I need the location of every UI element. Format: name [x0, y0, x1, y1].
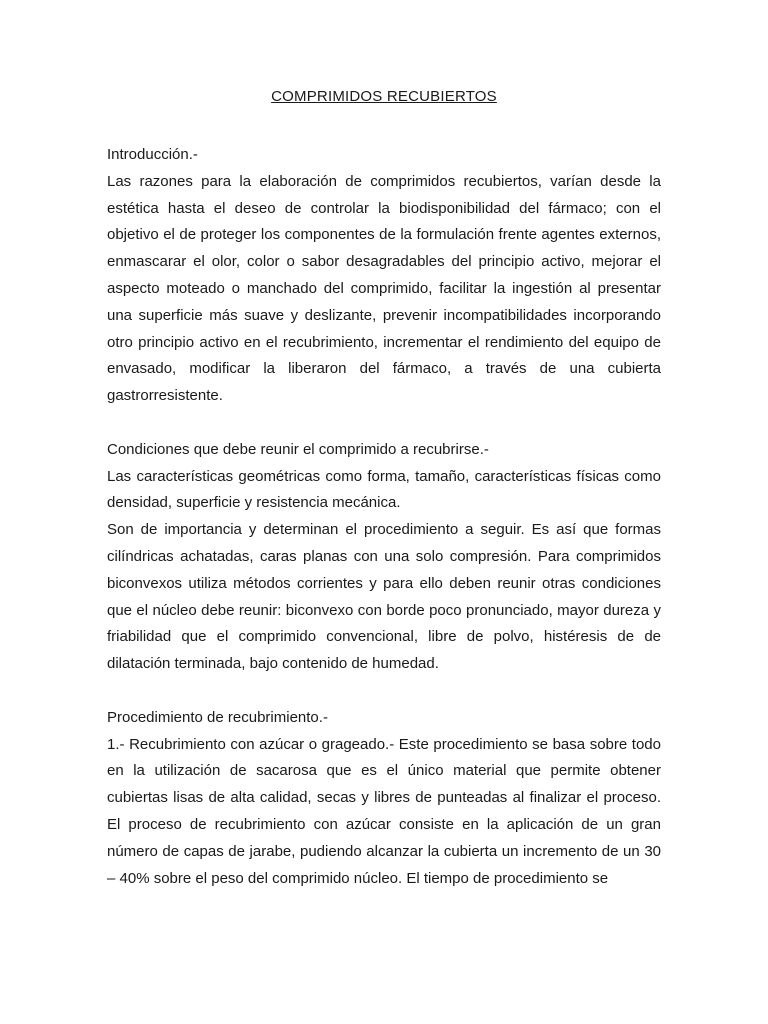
- document-title: COMPRIMIDOS RECUBIERTOS: [271, 88, 497, 105]
- document-body: [107, 142, 661, 892]
- paragraph-gap: [107, 410, 661, 437]
- section-heading-procedimiento: Procedimiento de recubrimiento.-: [107, 708, 328, 726]
- section-heading-introduccion: Introducción.-: [107, 146, 198, 163]
- paragraph-introduccion: Las razones para la elaboración de comprimidos recubiertos, varían desde la estética hasta el deseo de controlar la biodisponibilidad del fármaco; con el objetivo el de proteger los componentes de la formulación frente agentes externos, enmascarar el olor, color o sabor desagradables del principio activo, mejorar el aspecto moteado o manchado del comprimido, facilitar la ingestión al presentar una superficie más suave y deslizante, prevenir incompatibilidades incorporando otro principio activo en el recubrimiento, incrementar el rendimiento del equipo de envasado, modificar la liberaron del fármaco, a través de una cubierta gastrorresistente.: [107, 172, 661, 405]
- paragraph-gap: [107, 678, 661, 705]
- paragraph-procedimiento: 1.- Recubrimiento con azúcar o grageado.- Este procedimiento se basa sobre todo en la utilización de sacarosa que es el único material que permite obtener cubiertas lisas de alta calidad, secas y libres de punteadas al finalizar el proceso. El proceso de recubrimiento con azúcar consiste en la aplicación de un gran número de capas de jarabe, pudiendo alcanzar la cubierta un incremento de un 30 – 40% sobre el peso del comprimido núcleo. El tiempo de procedimiento se: [107, 735, 661, 887]
- paragraph-condiciones-2: Son de importancia y determinan el procedimiento a seguir. Es así que formas cilíndricas achatadas, caras planas con una solo compresión. Para comprimidos biconvexos utiliza métodos corrientes y para ello deben reunir otras condiciones que el núcleo debe reunir: biconvexo con borde poco pronunciado, mayor dureza y friabilidad que el comprimido convencional, libre de polvo, histéresis de de dilatación terminada, bajo contenido de humedad.: [107, 521, 661, 673]
- paragraph-condiciones-1: Las características geométricas como forma, tamaño, características físicas como densidad, superficie y resistencia mecánica.: [107, 467, 661, 512]
- section-heading-condiciones: Condiciones que debe reunir el comprimido a recubrirse.-: [107, 440, 489, 458]
